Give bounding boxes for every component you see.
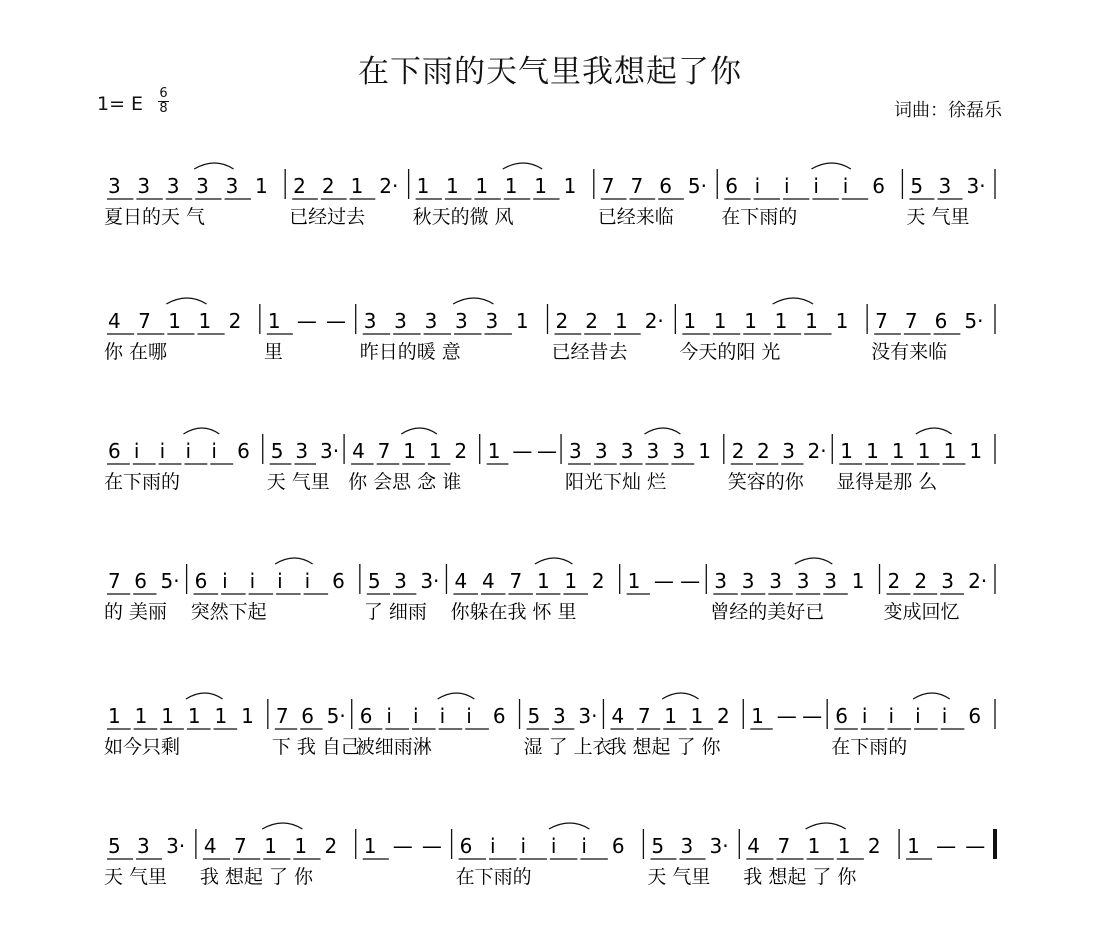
score-row xyxy=(100,815,1020,895)
note: i xyxy=(784,174,790,198)
note: 3 xyxy=(796,569,810,593)
note: 1 xyxy=(851,569,865,593)
note: 1 xyxy=(774,309,788,333)
lyric: 如今只剩 xyxy=(104,736,181,758)
note: 3· xyxy=(966,174,986,198)
note: 2 xyxy=(887,569,901,593)
note: 3 xyxy=(137,834,150,858)
note: 1 xyxy=(187,704,201,728)
note: 3· xyxy=(166,834,186,858)
score-row-svg xyxy=(100,550,1005,630)
note: i xyxy=(754,174,761,198)
lyric: 显得是那 么 xyxy=(836,471,938,493)
note: i xyxy=(211,439,217,463)
slur xyxy=(262,823,302,829)
note: 2 xyxy=(757,439,770,463)
note: 6 xyxy=(459,834,473,858)
note: 1 xyxy=(267,309,281,333)
note: 1 xyxy=(614,309,628,333)
note: 2 xyxy=(454,439,468,463)
note: 1 xyxy=(840,439,854,463)
score-row xyxy=(100,420,1020,500)
note: 3 xyxy=(782,439,795,463)
note: i xyxy=(277,569,283,593)
lyric: 已经过去 xyxy=(289,206,366,228)
note: 3 xyxy=(672,439,686,463)
lyric: 天 气里 xyxy=(647,866,711,888)
note: 4 xyxy=(108,309,121,333)
song-title: 在下雨的天气里我想起了你 xyxy=(358,54,742,90)
note: 6 xyxy=(725,174,738,198)
note: — xyxy=(802,704,823,728)
note: 3 xyxy=(424,309,438,333)
note: 1 xyxy=(907,834,920,858)
score-row-svg xyxy=(100,155,1005,235)
score-row xyxy=(100,550,1020,630)
lyric: 今天的阳 光 xyxy=(679,341,781,363)
slur xyxy=(186,693,223,699)
note: 6 xyxy=(332,569,345,593)
note: 5 xyxy=(527,704,541,728)
note: 1 xyxy=(241,704,254,728)
note: 2 xyxy=(914,569,928,593)
note: 3 xyxy=(824,569,838,593)
lyric: 的 美丽 xyxy=(104,601,168,623)
note: 3 xyxy=(137,174,151,198)
note: 7 xyxy=(377,439,391,463)
slur xyxy=(183,428,219,434)
note: — xyxy=(421,834,442,858)
note: 3 xyxy=(646,439,660,463)
note: i xyxy=(159,439,166,463)
lyric: 在下雨的 xyxy=(104,471,181,493)
note: 2 xyxy=(324,834,338,858)
note: 2 xyxy=(731,439,745,463)
note: i xyxy=(550,834,557,858)
credit: 词曲：徐磊乐 xyxy=(894,100,1002,121)
note: 1 xyxy=(683,309,697,333)
note: 1 xyxy=(835,309,849,333)
note: 4 xyxy=(352,439,365,463)
score-row-svg xyxy=(100,420,1005,500)
slur xyxy=(438,693,475,699)
note: 5· xyxy=(160,569,180,593)
lyric: 天 气里 xyxy=(266,471,330,493)
lyric: 夏日的天 气 xyxy=(104,206,206,228)
meter-top: 6 xyxy=(159,86,168,101)
note: 2· xyxy=(968,569,988,593)
meter-bottom: 8 xyxy=(159,101,168,116)
note: 7 xyxy=(875,309,888,333)
note: — xyxy=(537,439,558,463)
note: 1 xyxy=(563,174,577,198)
note: 6 xyxy=(237,439,250,463)
lyric: 没有来临 xyxy=(871,341,948,363)
note: 6 xyxy=(134,569,147,593)
note: 5 xyxy=(910,174,924,198)
note: 7 xyxy=(904,309,918,333)
note: i xyxy=(842,174,849,198)
note: 1 xyxy=(403,439,416,463)
note: 1 xyxy=(943,439,957,463)
note: i xyxy=(222,569,228,593)
note: 1 xyxy=(294,834,308,858)
note: 3 xyxy=(620,439,634,463)
slur xyxy=(913,693,950,699)
lyric: 笑容的你 xyxy=(727,471,804,493)
note: 2 xyxy=(716,704,730,728)
note: 3 xyxy=(196,174,209,198)
note: 7 xyxy=(777,834,791,858)
lyric: 在下雨的 xyxy=(721,206,798,228)
slur xyxy=(275,558,312,564)
lyric: 变成回忆 xyxy=(883,601,960,623)
slur xyxy=(401,428,437,434)
note: 7 xyxy=(630,174,644,198)
lyric: 我 想起 了 你 xyxy=(607,736,721,758)
note: 3 xyxy=(108,174,121,198)
lyric: 昨日的暖 意 xyxy=(359,341,461,363)
slur xyxy=(503,163,542,169)
lyric: 天 气里 xyxy=(906,206,970,228)
slur xyxy=(806,823,846,829)
score-row xyxy=(100,685,1020,765)
note: 1 xyxy=(917,439,931,463)
note: 1 xyxy=(713,309,727,333)
note: 7 xyxy=(275,704,289,728)
time-signature xyxy=(158,88,169,115)
note: 6 xyxy=(359,704,373,728)
note: i xyxy=(466,704,472,728)
lyric: 我 想起 了 你 xyxy=(743,866,857,888)
note: 2· xyxy=(379,174,399,198)
note: 6 xyxy=(611,834,625,858)
slur xyxy=(916,428,952,434)
note: i xyxy=(861,704,868,728)
note: 7 xyxy=(234,834,247,858)
score-row-svg xyxy=(100,685,1005,765)
lyric: 下 我 自己 xyxy=(271,736,360,758)
lyric: 你躲在我 怀 里 xyxy=(450,601,577,623)
note: i xyxy=(412,704,419,728)
note: 1 xyxy=(161,704,175,728)
note: 1 xyxy=(744,309,757,333)
slur xyxy=(795,558,832,564)
note: i xyxy=(941,704,948,728)
note: 3 xyxy=(741,569,755,593)
slur xyxy=(535,558,572,564)
lyric: 湿 了 上衣 xyxy=(523,736,612,758)
note: 2 xyxy=(867,834,881,858)
slur xyxy=(549,823,589,829)
note: 2 xyxy=(228,309,242,333)
note: i xyxy=(581,834,587,858)
note: 1 xyxy=(536,569,550,593)
note: 5· xyxy=(326,704,346,728)
note: 7 xyxy=(509,569,523,593)
note: i xyxy=(133,439,140,463)
lyric: 突然下起 xyxy=(190,601,267,623)
note: 3 xyxy=(552,704,566,728)
note: 3 xyxy=(569,439,582,463)
note: i xyxy=(249,569,256,593)
note: 4 xyxy=(747,834,761,858)
lyric: 曾经的美好已 xyxy=(710,601,825,623)
note: 1 xyxy=(664,704,677,728)
lyric: 了 细雨 xyxy=(363,601,427,623)
note: i xyxy=(520,834,527,858)
note: 1 xyxy=(446,174,459,198)
note: 5 xyxy=(270,439,284,463)
slur xyxy=(645,428,681,434)
slur xyxy=(453,298,493,304)
slur xyxy=(811,163,850,169)
note: 6 xyxy=(659,174,672,198)
slur xyxy=(194,163,233,169)
score-row-svg xyxy=(100,290,1005,370)
note: i xyxy=(915,704,921,728)
note: i xyxy=(888,704,895,728)
lyric: 被细雨淋 xyxy=(355,736,432,758)
note: 1 xyxy=(428,439,442,463)
note: — xyxy=(680,569,701,593)
note: 3 xyxy=(769,569,783,593)
note: 1 xyxy=(487,439,501,463)
note: 3· xyxy=(578,704,598,728)
slur xyxy=(166,298,206,304)
score-row xyxy=(100,290,1020,370)
slur xyxy=(662,693,698,699)
note: 3 xyxy=(394,569,407,593)
note: 5 xyxy=(367,569,381,593)
note: 5 xyxy=(108,834,121,858)
note: 2 xyxy=(321,174,335,198)
note: 1 xyxy=(891,439,905,463)
lyric: 已经昔去 xyxy=(551,341,628,363)
note: 3· xyxy=(420,569,440,593)
note: 1 xyxy=(254,174,268,198)
note: 1 xyxy=(416,174,430,198)
note: 1 xyxy=(198,309,212,333)
note: 3 xyxy=(363,309,377,333)
note: 1 xyxy=(969,439,983,463)
note: 6 xyxy=(492,704,506,728)
lyric: 阳光下灿 烂 xyxy=(565,471,667,493)
note: 3· xyxy=(320,439,340,463)
lyric: 已经来临 xyxy=(597,206,674,228)
score-row-svg xyxy=(100,815,1005,895)
note: 1 xyxy=(837,834,851,858)
note: 1 xyxy=(504,174,518,198)
lyric: 我 想起 了 你 xyxy=(199,866,314,888)
note: 1 xyxy=(805,309,818,333)
note: 1 xyxy=(108,704,121,728)
note: — xyxy=(653,569,674,593)
lyric: 在下雨的 xyxy=(455,866,532,888)
note: — xyxy=(965,834,986,858)
note: — xyxy=(512,439,533,463)
note: 6 xyxy=(108,439,121,463)
note: 2· xyxy=(807,439,827,463)
note: 7 xyxy=(138,309,151,333)
note: 1 xyxy=(866,439,879,463)
note: 1 xyxy=(627,569,641,593)
note: 1 xyxy=(690,704,704,728)
note: 1 xyxy=(698,439,711,463)
note: 5· xyxy=(964,309,984,333)
note: 2 xyxy=(591,569,605,593)
lyric: 你 在哪 xyxy=(104,341,168,363)
note: i xyxy=(439,704,446,728)
note: i xyxy=(185,439,192,463)
note: 3 xyxy=(295,439,309,463)
note: 7 xyxy=(108,569,121,593)
note: 3 xyxy=(594,439,608,463)
note: — xyxy=(296,309,317,333)
note: 4 xyxy=(203,834,217,858)
note: 5 xyxy=(651,834,665,858)
note: 3 xyxy=(714,569,728,593)
note: 1 xyxy=(264,834,277,858)
note: 1 xyxy=(363,834,377,858)
note: i xyxy=(304,569,311,593)
note: 3 xyxy=(485,309,499,333)
note: 7 xyxy=(637,704,651,728)
key-signature: 1= E xyxy=(97,93,144,115)
note: 3 xyxy=(394,309,407,333)
note: 2 xyxy=(555,309,569,333)
note: 6 xyxy=(968,704,982,728)
note: — xyxy=(392,834,413,858)
note: 4 xyxy=(454,569,468,593)
note: 1 xyxy=(350,174,364,198)
note: 6 xyxy=(835,704,848,728)
note: 1 xyxy=(807,834,821,858)
note: 2 xyxy=(293,174,306,198)
lyric: 天 气里 xyxy=(104,866,168,888)
note: 1 xyxy=(534,174,547,198)
note: 3· xyxy=(709,834,729,858)
note: 6 xyxy=(872,174,885,198)
note: 1 xyxy=(214,704,228,728)
note: — xyxy=(936,834,957,858)
note: 4 xyxy=(611,704,625,728)
note: i xyxy=(386,704,392,728)
note: 1 xyxy=(475,174,489,198)
note: 3 xyxy=(166,174,180,198)
note: 6 xyxy=(934,309,948,333)
note: 1 xyxy=(515,309,529,333)
note: 1 xyxy=(168,309,182,333)
note: 6 xyxy=(301,704,314,728)
note: 1 xyxy=(564,569,578,593)
note: — xyxy=(325,309,346,333)
note: i xyxy=(813,174,819,198)
score-row xyxy=(100,155,1020,235)
note: 1 xyxy=(751,704,765,728)
note: 3 xyxy=(455,309,468,333)
note: 3 xyxy=(680,834,694,858)
note: 3 xyxy=(225,174,239,198)
note: 5· xyxy=(687,174,708,198)
lyric: 你 会思 念 谁 xyxy=(348,471,462,493)
note: 1 xyxy=(134,704,148,728)
note: i xyxy=(490,834,496,858)
lyric: 里 xyxy=(263,341,283,363)
note: 7 xyxy=(601,174,615,198)
lyric: 在下雨的 xyxy=(831,736,908,758)
note: — xyxy=(776,704,797,728)
note: 2 xyxy=(585,309,598,333)
note: 3 xyxy=(941,569,954,593)
note: 4 xyxy=(481,569,495,593)
slur xyxy=(773,298,813,304)
lyric: 秋天的微 风 xyxy=(412,206,514,228)
note: 2· xyxy=(644,309,664,333)
note: 3 xyxy=(938,174,952,198)
note: 6 xyxy=(194,569,208,593)
